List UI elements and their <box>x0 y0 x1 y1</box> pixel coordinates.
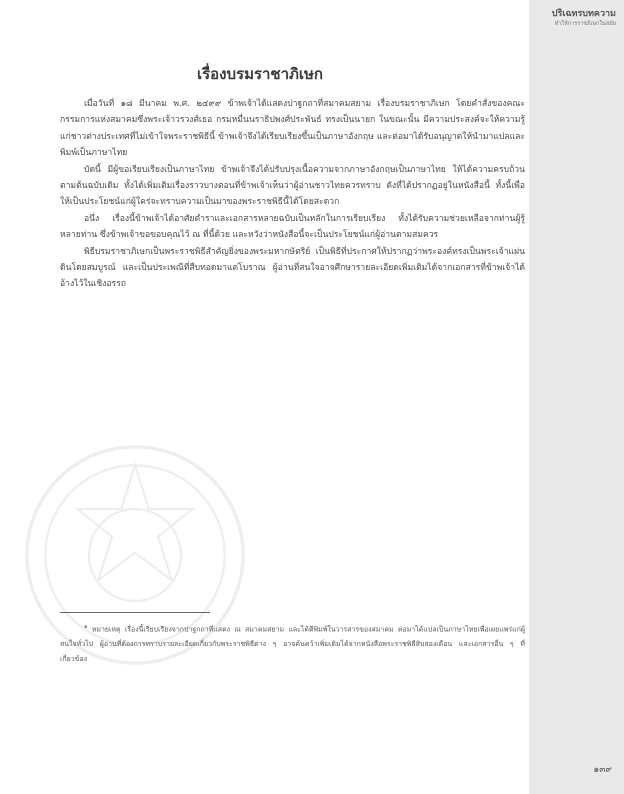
footnote-marker: ๑ <box>84 624 88 630</box>
running-header <box>506 8 616 28</box>
page-number: ๑๓๙ <box>593 765 612 775</box>
body-paragraph: เมื่อวันที่ ๑๘ มีนาคม พ.ศ. ๒๔๙๙ ข้าพเจ้าได้แสดงปาฐกถาที่สมาคมสยาม เรื่องบรมราชาภิเษก โดยคำสั่งของคณะกรรมการแห่งสมาคมซึ่งพระเจ้าวรวงศ์เธอ กรมหมื่นนราธิปพงศ์ประพันธ์ ทรงเป็นนายก ในขณะนั้น มีความประสงค์จะให้ความรู้แก่ชาวต่างประเทศที่ไม่เข้าใจพระราชพิธีนี้ ข้าพเจ้าจึงได้เรียบเรียงขึ้นเป็นภาษาอังกฤษ และต่อมาได้รับอนุญาตให้นำมาแปลและพิมพ์เป็นภาษาไทย <box>60 99 525 159</box>
body-paragraph: อนึ่ง เรื่องนี้ข้าพเจ้าได้อาศัยตำราและเอกสารหลายฉบับเป็นหลักในการเรียบเรียง ทั้งได้รับความช่วยเหลือจากท่านผู้รู้หลายท่าน ซึ่งข้าพเจ้าขอขอบคุณไว้ ณ ที่นี้ด้วย และหวังว่าหนังสือนี้จะเป็นประโยชน์แก่ผู้อ่านตามสมควร <box>60 213 525 241</box>
document-body <box>60 96 525 293</box>
footnote-text: หมายเหตุ เรื่องนี้เรียบเรียงจากปาฐกถาที่แสดง ณ สมาคมสยาม และได้ตีพิมพ์ในวารสารของสมาคม ต่อมาได้แปลเป็นภาษาไทยเพื่อเผยแพร่แก่ผู้สนใจทั่วไป ผู้อ่านที่ต้องการทราบรายละเอียดเกี่ยวกับพระราชพิธีต่าง ๆ อาจค้นคว้าเพิ่มเติมได้จากหนังสือพระราชพิธีสิบสองเดือน และเอกสารอื่น ๆ ที่เกี่ยวข้อง <box>60 625 526 663</box>
running-header-subtitle: ทำให้การราชภิเษกในสมัย <box>554 21 616 27</box>
running-header-title: ปริเฉทรบทความ <box>551 9 616 19</box>
document-title: เรื่องบรมราชาภิเษก <box>196 65 324 83</box>
body-paragraph: พิธีบรมราชาภิเษกเป็นพระราชพิธีสำคัญยิ่งของพระมหากษัตริย์ เป็นพิธีที่ประกาศให้ปรากฏว่าพระองค์ทรงเป็นพระเจ้าแผ่นดินโดยสมบูรณ์ และเป็นประเพณีที่สืบทอดมาแต่โบราณ ผู้อ่านที่สนใจอาจศึกษารายละเอียดเพิ่มเติมได้จากเอกสารที่ข้าพเจ้าได้อ้างไว้ในเชิงอรรถ <box>60 246 525 290</box>
right-margin-band <box>529 0 624 794</box>
footnote-paragraph <box>60 620 525 666</box>
footnote-divider <box>60 612 210 613</box>
body-paragraph: บัดนี้ มีผู้ขอเรียบเรียงเป็นภาษาไทย ข้าพเจ้าจึงได้ปรับปรุงเนื้อความจากภาษาอังกฤษเป็นภาษาไทย ให้ได้ความครบถ้วนตามต้นฉบับเดิม ทั้งได้เพิ่มเติมเรื่องราวบางตอนที่ข้าพเจ้าเห็นว่าผู้อ่านชาวไทยควรทราบ ดังที่ได้ปรากฏอยู่ในหนังสือนี้ ทั้งนี้เพื่อให้เป็นประโยชน์แก่ผู้ใคร่จะทราบความเป็นมาของพระราชพิธีนี้ได้โดยสะดวก <box>60 164 525 208</box>
footnote <box>60 620 525 666</box>
